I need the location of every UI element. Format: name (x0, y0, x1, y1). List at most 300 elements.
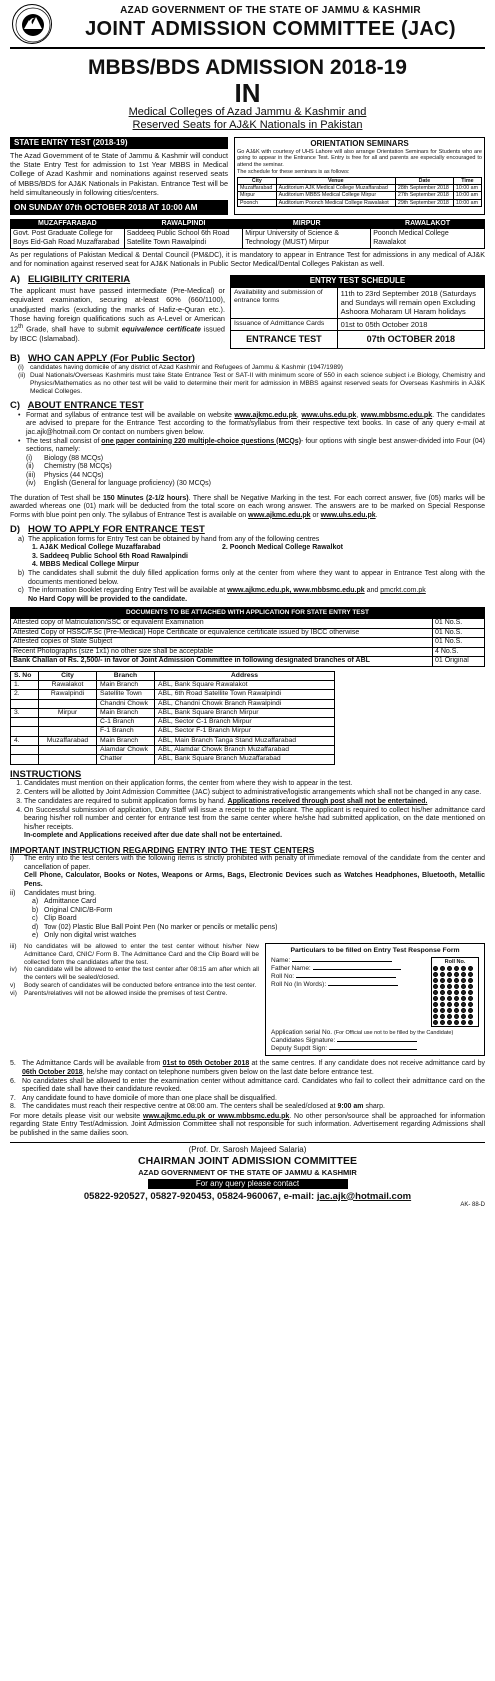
text-fragment: equivalence certificate (121, 324, 201, 334)
list-marker: 5. (10, 1060, 16, 1068)
instructions-heading: INSTRUCTIONS (10, 768, 82, 780)
list-text: Admittance Card (44, 898, 97, 906)
roll-bubble (454, 990, 459, 995)
orientation-col-time: Time (453, 177, 481, 184)
text-fragment: one paper containing 220 multiple-choice questions (MCQs) (101, 437, 302, 445)
about-test-block (10, 412, 485, 489)
roll-bubble (433, 966, 438, 971)
list-marker: c) (32, 915, 38, 923)
list-text: The application forms for Entry Test can be obtained by hand from any of the following centres (28, 535, 320, 543)
table-cell: Attested Copy of HSSC/F.Sc (Pre-Medical) Hope Certificate or equivalence certificate issued by IBCC otherwise (11, 628, 433, 638)
text-fragment: or (310, 511, 321, 519)
table-cell: ABL, Main Branch Tanga Stand Muzaffarabad (155, 736, 335, 745)
list-marker: e) (32, 932, 39, 940)
field-label: Roll No: (271, 972, 295, 980)
text-fragment: The information Booklet regarding Entry Test will be available at (28, 587, 228, 595)
section-label: C) (10, 400, 21, 412)
roll-bubble (454, 1020, 459, 1025)
roll-bubble (440, 972, 445, 977)
list-text: No candidate will be allowed to enter the test center after 08:15 am after which all the centers will be sealed/closed. (24, 966, 259, 982)
text-fragment: and (364, 587, 381, 595)
footer-government: AZAD GOVERNMENT OF THE STATE OF JAMMU & KASHMIR (138, 1167, 357, 1177)
text-fragment: In-complete and Applications received after due date shall not be entertained. (24, 832, 283, 840)
list-text: Poonch Medical College Rawalkot (229, 544, 343, 552)
table-row (11, 647, 485, 657)
table-cell: 1. (11, 681, 39, 690)
orientation-heading: ORIENTATION SEMINARS (310, 139, 409, 148)
text-fragment: The test shall consist of (26, 437, 102, 445)
list-text: Any candidate found to have domicile of more than one place shall be disqualified. (22, 1094, 277, 1102)
roll-bubble (468, 972, 473, 977)
table-row (11, 657, 485, 667)
table-cell: F-1 Branch (97, 727, 155, 736)
table-cell: 10:00 am (453, 185, 481, 192)
roll-bubble (447, 1020, 452, 1025)
list-item (10, 855, 485, 889)
list-marker: 4. (32, 561, 38, 569)
list-marker: 8. (10, 1103, 16, 1111)
list-text: Chemistry (58 MCQs) (44, 463, 112, 471)
regulation-text: As per regulations of Pakistan Medical & Dental Council (PM&DC), it is mandatory to appear in Entrance Test for admissions in any medical of AJ&K and for nomination against reserved seat for AJ&K Nationals in Public Sector Medical/Dental Colleges Pakistan as well. (10, 251, 485, 268)
field-label: Deputy Supdt Sign: (271, 1044, 328, 1052)
table-cell: 4. (11, 736, 39, 745)
list-text: MBBS Medical College Mirpur (39, 561, 139, 569)
list-marker: 2. (222, 544, 228, 552)
table-cell: 27th September 2018 (395, 192, 453, 199)
list-text: Dual Nationals/Overseas Kashmiris must take State Entrance Test or SAT-II with minimum score of 550 in each science subject i.e Biology, Chemistry and Physics/Mathematics as no other test will be valid to determine their merit for admission in MBBS against reserved seats for Overseas Kashmiris in AJ&K Medical Colleges. (30, 372, 485, 396)
list-item (24, 807, 485, 841)
list-text: candidates having domicile of any district of Azad Kashmir and Refugees of Jammu & Kashmir (1947/1989) (30, 364, 343, 372)
table-cell: Auditorium Poonch Medical College Rawalakot (276, 199, 395, 206)
roll-bubble (461, 972, 466, 977)
list-text: The candidates shall submit the duly filled application forms only at the center from where they want to appear in Entrance Test along with the documents mentioned below. (28, 570, 485, 586)
section-d-heading (10, 524, 485, 536)
text-fragment: 01st to 05th October 2018 (162, 1060, 250, 1068)
bullet-icon: • (18, 437, 21, 445)
website-link[interactable]: www.mbbsmc.edu.pk (360, 411, 433, 419)
table-cell: Muzaffarabad (238, 185, 277, 192)
website-link[interactable]: www.uhs.edu.pk (320, 511, 376, 519)
text-fragment: sharp. (363, 1103, 385, 1111)
section-title: WHO CAN APPLY (For Public Sector) (27, 352, 195, 364)
roll-bubble (447, 996, 452, 1001)
roll-bubble (468, 990, 473, 995)
list-marker: v) (10, 982, 16, 990)
bring-list (10, 898, 485, 941)
list-item (10, 1095, 485, 1104)
list-marker: vi) (10, 990, 17, 998)
roll-bubble (454, 978, 459, 983)
orientation-table (237, 177, 482, 208)
table-cell: 10:00 am (453, 199, 481, 206)
orientation-note: The schedule for these seminars is as follows: (237, 168, 350, 175)
table-row (11, 628, 485, 638)
table-cell: ENTRANCE TEST (231, 330, 338, 348)
list-text: Saddeeq Public School 6th Road Rawalpindi (39, 552, 188, 560)
contact-line (10, 1191, 485, 1203)
text-fragment: 150 Minutes (2-1/2 hours) (102, 494, 189, 502)
table-cell: Bank Challan of Rs. 2,500/- in favor of Joint Admission Committee in following designated branches of ABL (11, 657, 433, 667)
page-title: MBBS/BDS ADMISSION 2018-19 (88, 56, 407, 79)
text-fragment: No Hard Copy will be provided to the candidate. (28, 595, 188, 603)
section-title: ELIGIBILITY CRITERIA (27, 274, 131, 286)
roll-bubble (447, 972, 452, 977)
roll-bubble (433, 1008, 438, 1013)
field-note: (For Official use not to be filled by the Candidate) (333, 1029, 454, 1036)
website-link[interactable]: pmcrkt.com.pk (380, 587, 426, 595)
text-fragment: 9:00 am (337, 1103, 364, 1111)
list-marker: 6. (10, 1077, 16, 1085)
roll-bubble (440, 996, 445, 1001)
table-row (11, 708, 485, 717)
table-cell: 01st to 05th October 2018 (337, 318, 484, 330)
list-text: Clip Board (44, 915, 77, 923)
test-duration-text (10, 495, 485, 521)
committee-name: JOINT ADMISSION COMMITTEE (JAC) (85, 18, 456, 41)
section-label: B) (10, 352, 21, 364)
list-item (26, 455, 485, 464)
list-marker: (ii) (18, 372, 26, 380)
roll-bubble (433, 990, 438, 995)
table-cell: 01 Original (433, 657, 485, 667)
text-fragment: , (296, 411, 302, 419)
table-cell: 11th to 23rd September 2018 (Saturdays and Sundays will remain open Excluding Ashoora Moharam Ul Haram holidays (337, 288, 484, 318)
list-marker: b) (18, 570, 25, 578)
list-item (32, 915, 485, 924)
list-item (26, 472, 485, 481)
roll-bubble (461, 1020, 466, 1025)
branches-col-branch: Branch (97, 671, 155, 680)
text-fragment: Format and syllabus of entrance test will be available on website (26, 411, 235, 419)
subtitle-line-2: Reserved Seats for AJ&K Nationals in Pakistan (132, 119, 363, 131)
subtitle-line-1: Medical Colleges of Azad Jammu & Kashmir and (128, 106, 367, 118)
table-row (231, 318, 485, 330)
list-item (18, 587, 485, 604)
table-cell: ABL, Sector F-1 Branch Mirpur (155, 727, 335, 736)
phone-numbers: 05822-920527, 05827-920453, 05824-960067, e-mail: (83, 1190, 317, 1202)
roll-bubble (461, 1014, 466, 1019)
table-cell (11, 718, 39, 727)
section-label: D) (10, 524, 21, 536)
text-fragment: . No other person/source shall be approached for information regarding State Entry Test/Admission. Joint Admission Committee shall not responsible for such information. Advertisement regarding Admissions shall be published in the same dailies soon. (10, 1112, 485, 1137)
important-heading: IMPORTANT INSTRUCTION REGARDING ENTRY INTO THE TEST CENTERS (10, 845, 315, 856)
table-row (11, 718, 485, 727)
table-row (231, 288, 485, 318)
section-title: ABOUT ENTRANCE TEST (27, 400, 144, 412)
table-cell: 01 No.S. (433, 638, 485, 648)
text-fragment: Cell Phone, Calculator, Books or Notes, Weapons or Arms, Bags, Electronic Devices such as Watches Headphones, Bluetooth, Metallic Pens. (24, 872, 485, 888)
table-cell: Attested copies of State Subject (11, 638, 433, 648)
roll-bubble (440, 978, 445, 983)
entry-test-column (10, 137, 228, 215)
table-cell (39, 699, 97, 708)
roll-bubble (447, 984, 452, 989)
table-cell: Poonch (238, 199, 277, 206)
table-cell: ABL, Bank Square Branch Mirpur (155, 708, 335, 717)
list-text (28, 587, 485, 604)
roll-bubble (468, 1014, 473, 1019)
final-list (10, 1060, 485, 1138)
list-item: 1. Candidates must mention on their application forms, the center from where they wish to appear in the test. (24, 780, 485, 789)
table-row (11, 745, 485, 754)
table-cell (39, 755, 97, 764)
schedule-box (230, 275, 485, 348)
text-fragment: On Successful submission of application, Duty Staff will issue a receipt to the applicant. The applicant is required to collect his/her admittance card bearing his/her roll number and center for entrance test from the same center where he/she had submitted application, on the date mentioned on his/her receipts. (24, 806, 485, 831)
list-item (32, 544, 485, 553)
table-cell: 3. (11, 708, 39, 717)
text-fragment: . There shall be Negative Marking in the test. For each correct answer, five (05) marks will be awarded whereas one (01) mark will be deducted from the total score on each wrong answer. The answers are to be marked on Special Response Forms with blue point pen only. The syllabus of Entrance Test is available on (10, 494, 485, 519)
table-cell: ABL, 6th Road Satellite Town Rawalpindi (155, 690, 335, 699)
roll-bubble (433, 1002, 438, 1007)
table-cell: ABL, Bank Square Rawalakot (155, 681, 335, 690)
intro-row (10, 137, 485, 215)
roll-bubble (461, 990, 466, 995)
documents-table (10, 607, 485, 667)
text-fragment: The Admittance Cards will be available from (22, 1060, 163, 1068)
table-cell: Auditorium MBBS Medical College Mirpur (276, 192, 395, 199)
text-fragment: The applicant must have passed intermediate (Pre-Medical) or equivalent examination, securing at-least 60% (660/1100), unadjusted marks (excluding the marks of Hafiz-e-Quran etc.). Those having foreign qualifications such as A-Level or American 12 (10, 285, 225, 334)
table-row (11, 755, 485, 764)
table-cell (39, 718, 97, 727)
roll-bubble (454, 972, 459, 977)
table-cell: 29th September 2018 (395, 199, 453, 206)
table-cell: Issuance of Admittance Cards (231, 318, 338, 330)
field-label: Roll No (In Words): (271, 980, 327, 988)
form-field-name (271, 957, 427, 965)
table-cell: Satellite Town (97, 690, 155, 699)
list-item (18, 364, 485, 372)
list-marker: 3. (32, 552, 38, 560)
list-marker: b) (32, 906, 39, 914)
table-row (238, 199, 482, 206)
test-date-bar: ON SUNDAY 07th OCTOBER 2018 AT 10:00 AM (10, 200, 228, 214)
list-text: Tow (02) Plastic Blue Ball Point Pen (No marker or pencils or metallic pens) (44, 923, 278, 931)
table-cell: Recent Photographs (size 1x1) no other size shall be acceptable (11, 647, 433, 657)
orientation-text: Go AJ&K with courtesy of UHS Lahore will also arrange Orientation Seminars for Students who are going to appear in the Entrance Test. Entry is free for all and parents are especially encouraged to attend the seminar. (237, 148, 482, 169)
text-fragment: Applications received through post shall not be entertained. (227, 798, 428, 806)
roll-bubble (440, 990, 445, 995)
list-marker: (i) (26, 454, 33, 462)
list-text: No candidates shall be allowed to enter the examination center without admittance card. Candidates who fail to collect their admittance card on the specified date shall have their candidature revoked. (22, 1077, 485, 1094)
field-label: Candidates Signature: (271, 1036, 336, 1044)
list-marker: 1. (32, 544, 38, 552)
text-fragment: . (375, 511, 378, 519)
roll-bubble (468, 1008, 473, 1013)
list-item (32, 932, 485, 941)
roll-bubble (433, 1014, 438, 1019)
center-col-mirpur: MIRPUR (243, 219, 371, 229)
table-cell: C-1 Branch (97, 718, 155, 727)
roll-bubble (468, 1002, 473, 1007)
list-text: Biology (88 MCQs) (44, 454, 104, 462)
roll-bubble (447, 1014, 452, 1019)
text-fragment: th (18, 323, 24, 331)
schedule-table (230, 287, 485, 349)
roll-bubble (468, 978, 473, 983)
roll-bubble (461, 966, 466, 971)
table-cell: 2. (11, 690, 39, 699)
text-fragment: . The candidates are advised to prepare for the Entrance Test according to the format/syllabus from their respective text books. In case of any query e-mail at jac.ajk@hotmail.com Or contact on numbers given below. (26, 411, 485, 436)
website-link[interactable]: www.uhs.edu.pk (301, 411, 357, 419)
list-item: 2. Centers will be allotted by Joint Admission Committee (JAC) subject to administrative/logistic arrangements which shall not be changed in any case. (24, 789, 485, 798)
section-title: HOW TO APPLY FOR ENTRANCE TEST (27, 524, 205, 536)
roll-bubble (454, 966, 459, 971)
list-text: Original CNIC/B-Form (44, 906, 113, 914)
list-item (32, 561, 485, 570)
website-link[interactable]: www.ajkmc.edu.pk (234, 411, 297, 419)
entry-test-text: The Azad Government of te State of Jammu & Kashmir will conduct the State Entry Test for admission to 1st Year MBBS in Medical College of Azad Kashmir and nominations against reserved seats of MBBS/BDS for AJ&K Nationals in Pakistan. Entrance Test will be held simultaneously in following cities/centers. (10, 150, 228, 198)
list-item (32, 924, 485, 933)
who-can-apply-list (10, 364, 485, 396)
list-text (26, 412, 485, 438)
list-item (18, 570, 485, 587)
eligibility-column (10, 270, 225, 348)
advertisement (10, 3, 485, 1678)
website-link[interactable]: www.ajkmc.edu.pk, www.mbbsmc.edu.pk (227, 587, 365, 595)
website-link[interactable]: www.ajkmc.edu.pk or www.mbbsmc.edu.pk (142, 1112, 290, 1120)
form-field-roll (271, 973, 427, 981)
eligibility-row (10, 270, 485, 348)
roll-bubble (440, 1014, 445, 1019)
list-item (10, 966, 259, 982)
table-cell: Rawalpindi (39, 690, 97, 699)
header (10, 3, 485, 49)
table-cell: Mirpur (39, 708, 97, 717)
table-cell: 01 No.S. (433, 628, 485, 638)
more-details-text (10, 1113, 485, 1139)
table-cell: Alamdar Chowk (97, 745, 155, 754)
list-item (32, 907, 485, 916)
list-text: Candidates must bring. (24, 889, 96, 897)
text-fragment: issued by IBCC (Islamabad). (10, 324, 225, 344)
list-item (10, 890, 485, 899)
list-item (18, 372, 485, 396)
roll-bubble (440, 1002, 445, 1007)
list-item (10, 990, 259, 998)
section-c-heading (10, 400, 485, 412)
list-marker: (iii) (26, 471, 36, 479)
schedule-heading: ENTRY TEST SCHEDULE (230, 275, 485, 287)
section-label: A) (10, 274, 21, 286)
table-row (11, 638, 485, 648)
important-lower-list (10, 943, 259, 1057)
table-row (11, 690, 485, 699)
list-item (32, 553, 485, 562)
list-item (10, 982, 259, 990)
email-link[interactable]: jac.ajk@hotmail.com (316, 1190, 412, 1202)
table-row (11, 619, 485, 629)
text-fragment: 06th October 2018 (22, 1068, 83, 1076)
bubble-grid (433, 966, 477, 1025)
list-item (10, 1078, 485, 1095)
table-cell (11, 727, 39, 736)
roll-bubble (468, 984, 473, 989)
list-marker: (i) (18, 364, 24, 372)
roll-bubble (433, 972, 438, 977)
list-text: Physics (44 NCQs) (44, 471, 104, 479)
list-text: Only non digital wrist watches (44, 932, 137, 940)
table-cell: 07th OCTOBER 2018 (337, 330, 484, 348)
table-cell: Chandni Chowk (97, 699, 155, 708)
table-cell: Saddeeq Public School 6th Road Satellite Town Rawalpindi (124, 229, 243, 249)
list-text: No candidates will be allowed to enter the test center without his/her New Admittance Card, CNIC/ Form B. The Admittance Card and the Clip Board will be collected form the candidates after the test. (24, 942, 259, 966)
list-item (10, 943, 259, 967)
field-label: Father Name: (271, 964, 311, 972)
list-text: Parents/relatives will not be allowed inside the premises of test Centre. (24, 990, 228, 998)
form-field-supdt (271, 1045, 479, 1053)
form-field-roll-words (271, 981, 427, 989)
table-cell: ABL, Bank Square Branch Muzaffarabad (155, 755, 335, 764)
branches-col-city: City (39, 671, 97, 680)
footer (10, 1142, 485, 1209)
list-marker: i) (10, 855, 14, 863)
roll-bubble (468, 1020, 473, 1025)
list-marker: iv) (10, 966, 17, 974)
government-seal-logo (12, 4, 52, 44)
table-row (11, 699, 485, 708)
table-cell: Chatter (97, 755, 155, 764)
form-field-serial (271, 1029, 479, 1037)
table-cell: Main Branch (97, 681, 155, 690)
list-item (10, 1060, 485, 1077)
table-row (11, 736, 485, 745)
table-cell: 01 No.S. (433, 619, 485, 629)
roll-bubble (461, 1002, 466, 1007)
orientation-box (234, 137, 485, 215)
center-col-rawalakot: RAWALAKOT (371, 219, 485, 229)
website-link[interactable]: www.ajkmc.edu.pk (248, 511, 311, 519)
list-item (18, 536, 485, 545)
roll-number-bubble-grid (431, 957, 479, 1027)
list-item (32, 898, 485, 907)
bullet-icon: • (18, 411, 21, 419)
ad-code: AK- 88-D (460, 1202, 485, 1209)
field-label: Application serial No. (271, 1028, 333, 1036)
list-item (26, 480, 485, 489)
table-cell: Attested copy of Matriculation/SSC or equivalent Examination (11, 619, 433, 629)
entry-test-heading: STATE ENTRY TEST (2018-19) (10, 137, 228, 149)
table-cell (39, 727, 97, 736)
text-fragment: The duration of Test shall be (10, 494, 103, 502)
center-col-rawalpindi: RAWALPINDI (124, 219, 243, 229)
list-item (10, 1103, 485, 1112)
section-a-heading (10, 274, 225, 286)
table-cell (11, 699, 39, 708)
list-text: English (General for language proficiency) (30 MCQs) (44, 480, 211, 488)
list-text: Body search of candidates will be conducted before entrance into the test center. (24, 982, 257, 990)
text-fragment: The candidates are required to submit application forms by hand. (24, 798, 228, 806)
roll-bubble (468, 996, 473, 1001)
form-centres (18, 544, 485, 570)
roll-bubble (454, 1002, 459, 1007)
roll-bubble (461, 1008, 466, 1013)
text-fragment: For more details please visit our website (10, 1112, 143, 1120)
text-fragment: - four options with single best answer-divided into Four (04) sections, namely: (26, 437, 485, 454)
eligibility-text (10, 286, 225, 343)
roll-bubble (461, 996, 466, 1001)
list-item (26, 463, 485, 472)
query-bar: For any query please contact (148, 1179, 348, 1189)
list-marker: a) (18, 535, 25, 543)
table-cell: Main Branch (97, 736, 155, 745)
response-form-box (265, 943, 485, 1057)
chairman-name: (Prof. Dr. Sarosh Majeed Salaria) (188, 1145, 307, 1155)
form-title: Particulars to be filled on Entry Test Response Form (290, 946, 460, 954)
list-marker: a) (32, 898, 39, 906)
roll-bubble (447, 1002, 452, 1007)
list-marker: (ii) (26, 463, 34, 471)
text-fragment: Grade, shall have to submit (23, 324, 122, 334)
